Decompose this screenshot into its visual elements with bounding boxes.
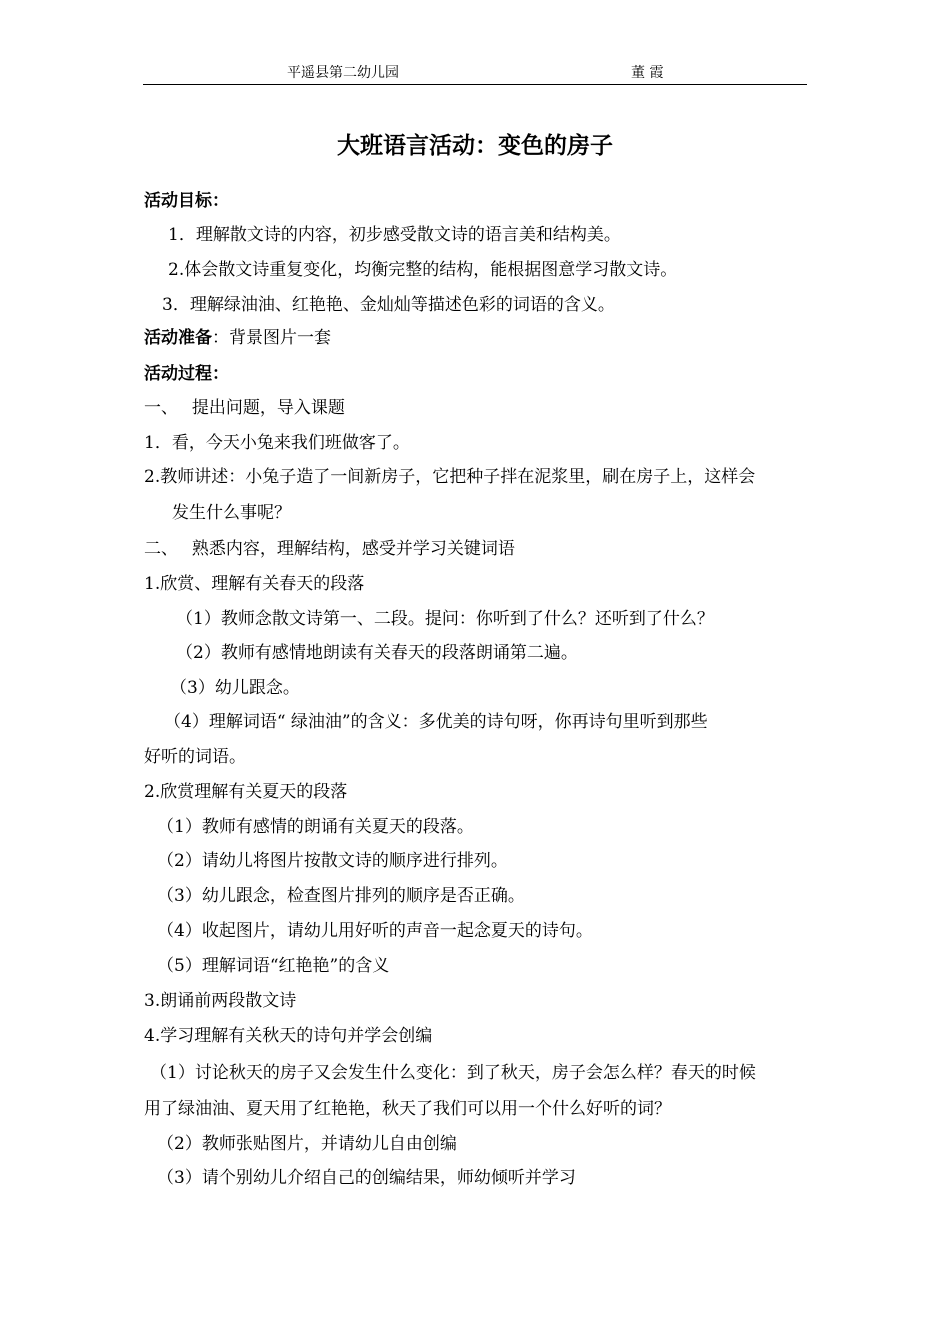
header-rule: [143, 84, 807, 85]
header-author: 董 霞: [631, 65, 664, 81]
process-line: （5）理解词语“红艳艳”的含义: [157, 956, 390, 976]
process-line: （4）理解词语“ 绿油油”的含义：多优美的诗句呀，你再诗句里听到那些: [164, 712, 708, 732]
process-line: （3）幼儿跟念，检查图片排列的顺序是否正确。: [157, 886, 525, 906]
preparation-label: 活动准备: [144, 328, 212, 348]
process-heading: 活动过程：: [144, 364, 229, 384]
process-line: （2）教师张贴图片，并请幼儿自由创编: [157, 1134, 457, 1154]
process-line: 1.欣赏、理解有关春天的段落: [144, 574, 365, 594]
goal-item: 3．理解绿油油、红艳艳、金灿灿等描述色彩的词语的含义。: [162, 295, 615, 315]
process-line: （3）幼儿跟念。: [170, 678, 300, 698]
process-line: （1）教师有感情的朗诵有关夏天的段落。: [157, 817, 474, 837]
header-school: 平遥县第二幼儿园: [287, 65, 399, 81]
process-line: （1）教师念散文诗第一、二段。提问：你听到了什么？还听到了什么？: [176, 609, 714, 629]
process-line: 2.欣赏理解有关夏天的段落: [144, 782, 348, 802]
process-line: 4.学习理解有关秋天的诗句并学会创编: [144, 1026, 433, 1046]
process-line: 3.朗诵前两段散文诗: [144, 991, 297, 1011]
goals-heading: 活动目标：: [144, 191, 229, 211]
preparation-text: ：背景图片一套: [212, 328, 331, 348]
process-line: （2）教师有感情地朗读有关春天的段落朗诵第二遍。: [176, 643, 578, 663]
goal-item: 1．理解散文诗的内容，初步感受散文诗的语言美和结构美。: [168, 225, 621, 245]
process-line: 发生什么事呢？: [172, 503, 291, 523]
process-line: （4）收起图片，请幼儿用好听的声音一起念夏天的诗句。: [157, 921, 593, 941]
process-line: （3）请个别幼儿介绍自己的创编结果，师幼倾听并学习: [157, 1168, 576, 1188]
process-line: （1）讨论秋天的房子又会发生什么变化：到了秋天，房子会怎么样？春天的时候: [150, 1063, 756, 1083]
document-title: 大班语言活动：变色的房子: [337, 133, 613, 159]
process-line: 1．看，今天小兔来我们班做客了。: [144, 433, 410, 453]
goal-item: 2.体会散文诗重复变化，均衡完整的结构，能根据图意学习散文诗。: [168, 260, 678, 280]
process-line: 2.教师讲述：小兔子造了一间新房子，它把种子拌在泥浆里，刷在房子上，这样会: [144, 467, 756, 487]
process-line: 一、 提出问题，导入课题: [144, 398, 345, 418]
process-line: 二、 熟悉内容，理解结构，感受并学习关键词语: [144, 539, 515, 559]
process-line: 用了绿油油、夏天用了红艳艳，秋天了我们可以用一个什么好听的词？: [144, 1099, 671, 1119]
process-line: 好听的词语。: [144, 747, 246, 767]
process-line: （2）请幼儿将图片按散文诗的顺序进行排列。: [157, 851, 508, 871]
preparation-line: [144, 326, 331, 350]
